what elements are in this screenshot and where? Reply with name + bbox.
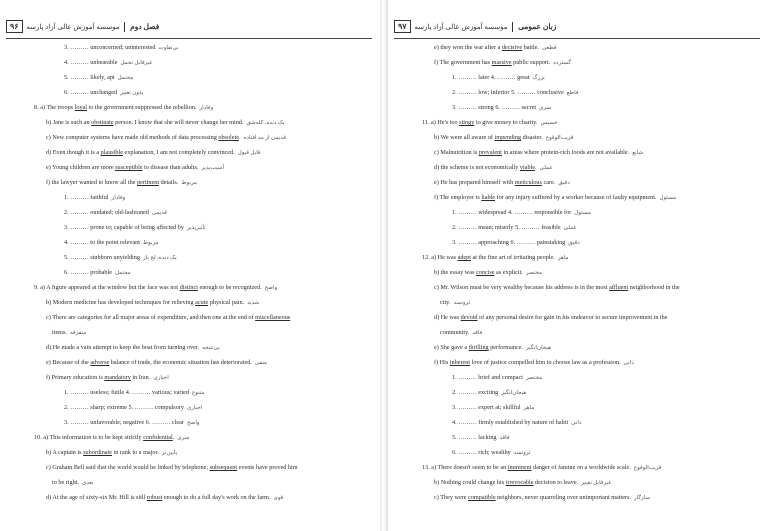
underlined-word: irrevocable — [505, 479, 534, 486]
line-text: d) He made a vain attempt to keep the boat from turning over. — [46, 344, 200, 351]
text-line — [452, 89, 579, 97]
line-text: 3. ……… expert at; skillful — [452, 404, 521, 411]
line-text: community. — [440, 329, 470, 336]
persian-gloss: قابل قبول — [237, 150, 261, 156]
underlined-word: devoid — [460, 314, 478, 321]
persian-gloss: هیجان‌انگیز — [501, 390, 527, 396]
persian-gloss: مسئول — [574, 210, 591, 216]
persian-gloss: اجباری — [186, 405, 203, 411]
text-line — [64, 194, 125, 202]
text-line — [46, 134, 286, 142]
underlined-word: compatible — [468, 494, 496, 501]
text-line — [422, 119, 558, 127]
persian-gloss: قوی — [273, 495, 284, 501]
line-text: 5. ……… feasible — [513, 224, 561, 231]
underlined-word: susceptible — [115, 164, 143, 171]
line-text: 5. ……… — [64, 74, 91, 81]
line-text: 8. a) The troops — [34, 104, 75, 111]
line-text: outdated; old-fashioned — [90, 209, 149, 216]
line-text: 3. ……… strong — [452, 104, 494, 111]
persian-gloss: یک دنده، لج باز — [142, 255, 177, 261]
text-line — [452, 434, 510, 442]
text-line — [46, 374, 169, 382]
underlined-word: concise — [475, 269, 495, 276]
line-text: public support. — [511, 59, 551, 66]
text-line — [452, 224, 577, 232]
underlined-word: imminent — [507, 464, 532, 471]
page-number: ۹۷ — [394, 20, 411, 33]
persian-gloss: ثروتمند — [453, 300, 471, 306]
persian-gloss: مربوط — [181, 180, 198, 186]
text-line — [452, 239, 580, 247]
line-text: e) Because of the — [46, 359, 91, 366]
line-text: d) the scheme is not economically — [434, 164, 520, 171]
text-line — [422, 464, 662, 472]
underlined-word: mandatory — [104, 374, 131, 381]
text-line — [64, 419, 200, 427]
text-line — [46, 164, 224, 172]
text-line — [434, 134, 574, 142]
text-line — [64, 389, 205, 397]
underlined-word: miscellaneous — [255, 314, 291, 321]
text-line — [434, 284, 683, 292]
line-text: f) the lawyer wanted to know all the — [46, 179, 138, 186]
text-line — [34, 434, 189, 442]
text-line — [434, 359, 634, 367]
line-text: f) The employer is — [434, 194, 482, 201]
persian-gloss: پایین‌تر — [161, 450, 178, 456]
persian-gloss: غیرقابل تغییر — [581, 480, 612, 486]
line-text: 4. ……… various; varied — [124, 389, 189, 396]
text-line — [46, 359, 267, 367]
line-text: 2. ……… mean; miserly — [452, 224, 514, 231]
line-text: person. I know that she will never change her mind. — [113, 119, 244, 126]
persian-gloss: قطعی — [541, 45, 557, 51]
line-text: in Iran. — [130, 374, 151, 381]
text-line — [64, 59, 152, 67]
line-text: b) We were all aware of — [434, 134, 495, 141]
line-text: 11. a) He's too — [422, 119, 460, 126]
line-text: items. — [52, 329, 67, 336]
line-text: c) They were — [434, 494, 469, 501]
underlined-word: subsequent — [209, 464, 238, 471]
line-text: e) Young children are more — [46, 164, 116, 171]
line-text: c) There are categories for all major areas of expenditure, and then one at the end of — [46, 314, 256, 321]
line-text: to the point relevant — [90, 239, 140, 246]
line-text: faithful — [90, 194, 109, 201]
line-text: as explicit. — [494, 269, 523, 276]
chapter-title: زبان عمومی — [518, 22, 557, 31]
line-text: 3. ……… — [64, 44, 91, 51]
line-text: 2. ……… low; inferior — [452, 89, 510, 96]
persian-gloss: واضح — [264, 285, 278, 291]
underlined-word: acute — [195, 299, 209, 306]
text-line — [34, 284, 277, 292]
line-text: d) Even though it is a — [46, 149, 101, 156]
persian-gloss: عملی — [539, 165, 553, 171]
text-line — [52, 329, 86, 337]
persian-gloss: بدون تغییر — [120, 90, 144, 96]
persian-gloss: محتمل — [114, 270, 131, 276]
text-line — [452, 104, 551, 112]
text-line — [452, 374, 542, 382]
persian-gloss: بی‌تفاوت — [158, 45, 179, 51]
text-line — [440, 299, 470, 307]
persian-gloss: قدیمی از مد افتاده — [243, 135, 287, 141]
persian-gloss: اجباری — [153, 375, 169, 381]
text-line — [64, 209, 167, 217]
persian-gloss: سری — [177, 435, 190, 441]
line-text: balance of trade, the economic situation has deteriorated. — [109, 359, 252, 366]
line-text: 6. ……… secret — [493, 104, 537, 111]
line-text: 6. ……… clear — [144, 419, 184, 426]
persian-gloss: آسیب‌پذیر — [201, 165, 224, 171]
text-line — [452, 74, 545, 82]
line-text: to the government suppressed the rebellion. — [87, 104, 197, 111]
underlined-word: adverse — [90, 359, 110, 366]
line-text: of any personal desire for gain in his endeavor to secure improvement in the — [477, 314, 668, 321]
underlined-word: liable — [481, 194, 496, 201]
line-text: neighbors, never quarreling over unimportant matters. — [495, 494, 631, 501]
persian-gloss: یک دنده، کله‌شق — [246, 120, 285, 126]
line-text: 4. ……… — [64, 239, 91, 246]
text-line — [434, 179, 570, 187]
line-text: decision to leave. — [533, 479, 579, 486]
persian-gloss: مختصر — [525, 270, 543, 276]
text-line — [64, 224, 206, 232]
line-text: 6. ……… — [64, 269, 91, 276]
line-text: unconcerned; uninterested — [90, 44, 156, 51]
underlined-word: obsolete — [218, 134, 239, 141]
text-line — [440, 329, 482, 337]
text-line — [46, 179, 197, 187]
persian-gloss: هیجان‌انگیز — [526, 345, 552, 351]
persian-gloss: وفادار — [111, 195, 126, 201]
line-text: neighborhood in the — [628, 284, 680, 291]
line-text: c) Mr. Wilson must be very wealthy because his address is in the most — [434, 284, 610, 291]
right-page — [388, 0, 768, 531]
persian-gloss: قریب‌الوقوع — [633, 465, 662, 471]
line-text: 1. ……… brief and compact — [452, 374, 523, 381]
persian-gloss: خسیس — [540, 120, 558, 126]
underlined-word: plausible — [100, 149, 123, 156]
underlined-word: meticulous — [514, 179, 542, 186]
text-line — [46, 344, 220, 352]
underlined-word: stingy — [459, 119, 475, 126]
line-text: prone to; capable of being affected by — [90, 224, 184, 231]
line-text: 3. ……… — [64, 224, 91, 231]
line-text: 3. ……… approaching — [452, 239, 509, 246]
text-line — [46, 119, 284, 127]
text-line — [46, 494, 283, 502]
line-text: b) A captain is — [46, 449, 84, 456]
persian-gloss: غیرقابل تحمل — [120, 60, 153, 66]
line-text: e) He has prepared himself with — [434, 179, 515, 186]
persian-gloss: مربوط — [142, 240, 159, 246]
text-line — [64, 239, 159, 247]
persian-gloss: قریب‌الوقوع — [545, 135, 574, 141]
line-text: d) He was — [434, 314, 461, 321]
underlined-word: prevalent — [478, 149, 502, 156]
line-text: physical pain. — [208, 299, 245, 306]
page-number: ۹۶ — [6, 20, 23, 33]
line-text: 5. ……… — [64, 254, 91, 261]
text-line — [434, 314, 671, 322]
text-line — [52, 479, 94, 487]
line-text: explanation, I am not completely convinced. — [123, 149, 235, 156]
text-line — [452, 449, 531, 457]
line-text: in areas where protein-rich foods are not available. — [501, 149, 630, 156]
chapter-title: فصل دوم — [130, 22, 160, 31]
line-text: stubborn unyielding — [90, 254, 140, 261]
persian-gloss: ماهر — [557, 255, 569, 261]
persian-gloss: قاطع — [566, 90, 579, 96]
underlined-word: affluent — [609, 284, 629, 291]
line-text: . — [535, 164, 537, 171]
line-text: disaster. — [521, 134, 543, 141]
text-line — [434, 149, 643, 157]
line-text: b) the essay was — [434, 269, 476, 276]
line-text: city. — [440, 299, 451, 306]
persian-gloss: بعدی — [81, 480, 94, 486]
line-text: care. — [541, 179, 556, 186]
line-text: 5. ……… lacking — [452, 434, 497, 441]
underlined-word: loyal — [74, 104, 87, 111]
text-line — [46, 299, 259, 307]
line-text: c) Graham Bell said that the world would be linked by telephone; — [46, 464, 210, 471]
text-line — [434, 494, 650, 502]
text-line — [64, 254, 177, 262]
line-text: f) Primary education is — [46, 374, 105, 381]
persian-gloss: شدید — [247, 300, 260, 306]
line-text: 4. ……… firmly established by nature of habit — [452, 419, 569, 426]
persian-gloss: مختصر — [525, 375, 543, 381]
line-text: 6. ……… painstaking — [508, 239, 566, 246]
line-text: f) His — [434, 359, 450, 366]
line-text: b) Nothing could change his — [434, 479, 506, 486]
persian-gloss: بزرگ — [532, 75, 545, 81]
text-line — [434, 164, 553, 172]
persian-gloss: مسئول — [659, 195, 677, 201]
text-line — [64, 269, 131, 277]
left-header — [6, 20, 159, 38]
text-line — [46, 449, 177, 457]
underlined-word: confidential — [143, 434, 173, 441]
persian-gloss: سری — [539, 105, 552, 111]
line-text: enough to be recognized. — [197, 284, 262, 291]
line-text: unbearable — [90, 59, 118, 66]
line-text: 1. ……… later — [452, 74, 490, 81]
line-text: details. — [159, 179, 179, 186]
line-text: b) Jane is such an — [46, 119, 92, 126]
text-line — [64, 44, 179, 52]
publisher-name: موسسه آموزش عالی آزاد پارسه — [26, 23, 120, 31]
line-text: for any injury suffered by a worker because of faulty equipment. — [495, 194, 657, 201]
text-line — [46, 314, 293, 322]
underlined-word: adept — [457, 254, 471, 261]
line-text: 13. a) There doesn't seem to be an — [422, 464, 508, 471]
underlined-word: impending — [494, 134, 522, 141]
persian-gloss: قدیمی — [151, 210, 167, 216]
text-line — [452, 404, 534, 412]
line-text: 2. ……… exciting — [452, 389, 499, 396]
underlined-word: pertinent — [137, 179, 160, 186]
persian-gloss: دقیق — [568, 240, 580, 246]
line-text: to disease than adults. — [142, 164, 199, 171]
line-text: e) She gave a — [434, 344, 469, 351]
text-line — [452, 389, 526, 397]
text-line — [64, 89, 144, 97]
text-line — [46, 464, 301, 472]
persian-gloss: متنوع — [191, 390, 205, 396]
text-line — [46, 149, 261, 157]
underlined-word: obstinate — [91, 119, 114, 126]
persian-gloss: ماهر — [523, 405, 535, 411]
line-text: to give money to charity. — [474, 119, 538, 126]
text-line — [434, 344, 551, 352]
persian-gloss: دقیق — [558, 180, 570, 186]
line-text: 1. ……… useless; futile — [64, 389, 125, 396]
line-text: 12. a) He was — [422, 254, 458, 261]
persian-gloss: فاقد — [499, 435, 510, 441]
publisher-name: موسسه آموزش عالی آزاد پارسه — [414, 23, 508, 31]
line-text: 4. ……… responsible for — [506, 209, 572, 216]
text-line — [434, 479, 611, 487]
line-text: c) Malnutrition is — [434, 149, 479, 156]
line-text: f) The government has — [434, 59, 492, 66]
header-separator — [512, 22, 513, 32]
line-text: . — [172, 434, 175, 441]
underlined-word: massive — [491, 59, 512, 66]
line-text: 4. ……… great — [489, 74, 530, 81]
book-gutter — [380, 0, 388, 531]
persian-gloss: منفی — [254, 360, 268, 366]
persian-gloss: بی‌نتیجه — [202, 345, 220, 351]
persian-gloss: ذاتی — [571, 420, 582, 426]
line-text: events have proved him — [237, 464, 298, 471]
text-line — [434, 59, 571, 67]
line-text: 4. ……… — [64, 59, 91, 66]
line-text: 5. ……… compulsory — [126, 404, 184, 411]
text-line — [434, 194, 676, 202]
line-text: c) New computer systems have made old methods of data processing — [46, 134, 219, 141]
underlined-word: subordinate — [83, 449, 112, 456]
line-text: d) At the age of sixty-six Mr. Hill is still — [46, 494, 147, 501]
text-line — [64, 404, 202, 412]
line-text: enough to do a full day's work on the farm. — [162, 494, 271, 501]
underlined-word: decisive — [501, 44, 523, 51]
line-text: 3. ……… unfavorable; negative — [64, 419, 145, 426]
persian-gloss: گسترده — [553, 60, 572, 66]
line-text: 6. ……… rich; wealthy — [452, 449, 511, 456]
line-text: 9. a) A figure appeared at the window but the face was not — [34, 284, 180, 291]
line-text: 1. ……… widespread — [452, 209, 507, 216]
line-text: love of justice compelled him to choose law as a profession. — [470, 359, 621, 366]
persian-gloss: شایع — [632, 150, 644, 156]
underlined-word: thrilling — [468, 344, 489, 351]
underlined-word: viable — [519, 164, 536, 171]
persian-gloss: واضح — [186, 420, 200, 426]
persian-gloss: عملی — [563, 225, 577, 231]
line-text: danger of famine on a worldwide scale. — [531, 464, 631, 471]
line-text: . — [238, 134, 241, 141]
line-text: 5. ……… conclusive — [509, 89, 564, 96]
line-text: b) Modern medicine has developed techniques for relieving — [46, 299, 196, 306]
line-text: likely, apt — [90, 74, 115, 81]
line-text: 2. ……… sharp; extreme — [64, 404, 127, 411]
line-text: performance. — [488, 344, 523, 351]
line-text: 1. ……… — [64, 194, 91, 201]
text-line — [452, 209, 591, 217]
line-text: in rank to a major. — [112, 449, 159, 456]
line-text: unchanged — [90, 89, 118, 96]
text-line — [434, 44, 557, 52]
text-line — [64, 74, 133, 82]
persian-gloss: متفرقه — [69, 330, 87, 336]
persian-gloss: فاقد — [472, 330, 483, 336]
line-text: probable — [90, 269, 112, 276]
line-text: to be right. — [52, 479, 79, 486]
text-line — [452, 419, 581, 427]
header-rule — [394, 38, 760, 39]
header-separator — [124, 22, 125, 32]
persian-gloss: تأثیرپذیر — [187, 225, 206, 231]
persian-gloss: سازگار — [633, 495, 651, 501]
header-rule — [6, 38, 372, 39]
line-text: 10. a) This information is to be kept strictly — [34, 434, 144, 441]
left-page — [0, 0, 380, 531]
persian-gloss: ذاتی — [623, 360, 634, 366]
line-text: 6. ……… — [64, 89, 91, 96]
line-text: e) they won the war after a — [434, 44, 502, 51]
persian-gloss: محتمل — [117, 75, 134, 81]
right-header — [394, 20, 556, 38]
underlined-word: robust — [146, 494, 163, 501]
text-line — [422, 254, 569, 262]
underlined-word: inherent — [449, 359, 471, 366]
text-line — [34, 104, 213, 112]
line-text: 2. ……… — [64, 209, 91, 216]
persian-gloss: وفادار — [199, 105, 214, 111]
persian-gloss: ثروتمند — [513, 450, 531, 456]
line-text: at the fine art of irritating people. — [470, 254, 555, 261]
underlined-word: distinct — [179, 284, 198, 291]
line-text: battle. — [522, 44, 539, 51]
text-line — [434, 269, 542, 277]
